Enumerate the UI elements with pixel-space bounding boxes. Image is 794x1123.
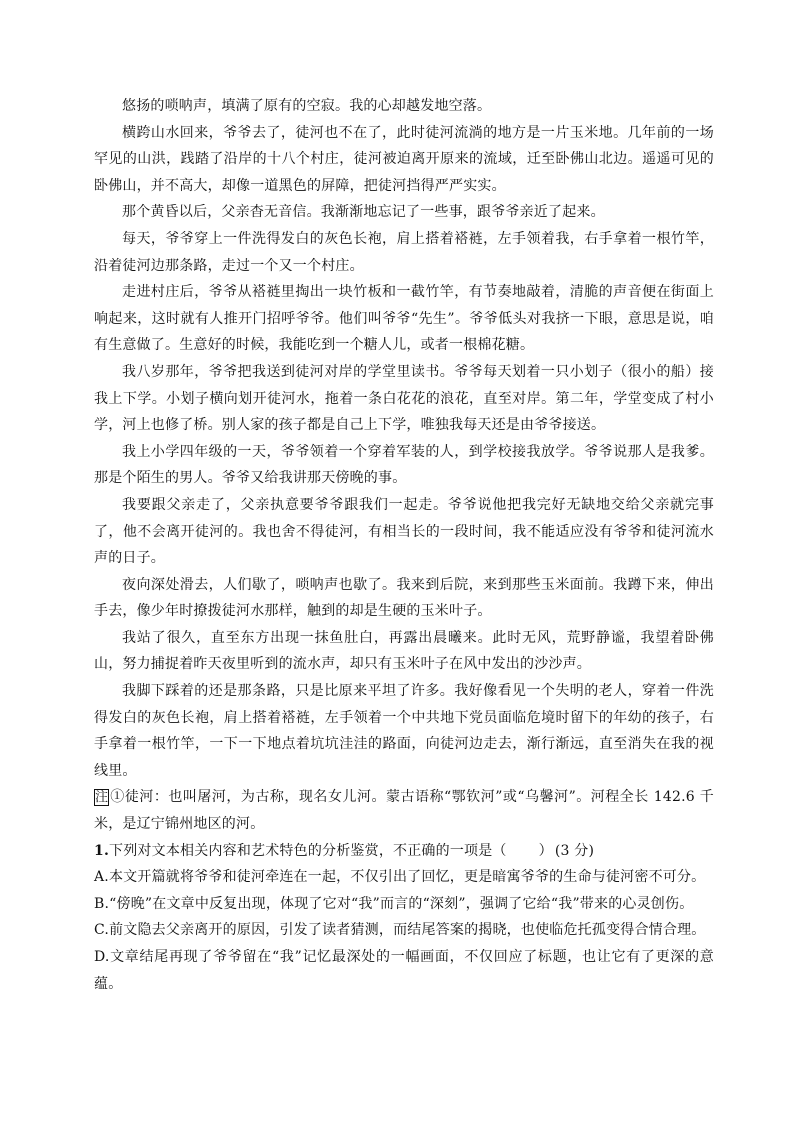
question-stem: [94, 838, 714, 865]
option-b: [94, 891, 714, 918]
option-text: 前文隐去父亲离开的原因，引发了读者猜测，而结尾答案的揭晓，也使临危托孤变得合情合理。: [109, 922, 706, 939]
option-label: A.: [94, 869, 109, 886]
footnote-text: ①徒河：也叫屠河，为古称，现名女儿河。蒙古语称“鄂钦河”或“乌馨河”。河程全长 142.6 千米，是辽宁锦州地区的河。: [94, 789, 714, 833]
option-text: “傍晚”在文章中反复出现，体现了它对“我”而言的“深刻”，强调了它给“我”带来的心灵创伤。: [109, 895, 694, 912]
option-c: [94, 917, 714, 944]
footnote: [94, 784, 714, 837]
paragraph-11: 我脚下踩着的还是那条路，只是比原来平坦了许多。我好像看见一个失明的老人，穿着一件洗得发白的灰色长袍，肩上搭着褡裢，左手领着一个中共地下党员面临危境时留下的年幼的孩子，右手拿着一根竹竿，一下一下地点着坑坑洼洼的路面，向徒河边走去，渐行渐远，直至消失在我的视线里。: [94, 683, 714, 779]
paragraph-8: 我要跟父亲走了，父亲执意要爷爷跟我们一起走。爷爷说他把我完好无缺地交给父亲就完事了，他不会离开徒河的。我也舍不得徒河，有相当长的一段时间，我不能适应没有爷爷和徒河流水声的日子。: [94, 496, 714, 567]
document-body: [94, 93, 714, 997]
option-text: 文章结尾再现了爷爷留在“我”记忆最深处的一幅画面，不仅回应了标题，也让它有了更深的意蕴。: [94, 949, 714, 992]
paragraph-7: 我上小学四年级的一天，爷爷领着一个穿着军装的人，到学校接我放学。爷爷说那人是我爹。那是个陌生的男人。爷爷又给我讲那天傍晚的事。: [94, 443, 714, 487]
option-text: 本文开篇就将爷爷和徒河牵连在一起，不仅引出了回忆，更是暗寓爷爷的生命与徒河密不可分。: [108, 869, 706, 886]
paragraph-1: 悠扬的唢呐声，填满了原有的空寂。我的心却越发地空落。: [122, 98, 492, 114]
question-score: (3 分): [554, 842, 595, 859]
question-number: 1.: [94, 842, 110, 859]
option-label: D.: [94, 949, 110, 965]
paragraph-9: 夜向深处滑去，人们歇了，唢呐声也歇了。我来到后院，来到那些玉米面前。我蹲下来，伸出手去，像少年时撩拨徒河水那样，触到的却是生硬的玉米叶子。: [94, 576, 714, 620]
paragraph-4: 每天，爷爷穿上一件洗得发白的灰色长袍，肩上搭着褡裢，左手领着我，右手拿着一根竹竿，沿着徒河边那条路，走过一个又一个村庄。: [94, 230, 714, 274]
footnote-mark: 注: [95, 790, 109, 806]
paragraph-2: 横跨山水回来，爷爷去了，徒河也不在了，此时徒河流淌的地方是一片玉米地。几年前的一场罕见的山洪，践踏了沿岸的十八个村庄，徒河被迫离开原来的流域，迁至卧佛山北边。遥遥可见的卧佛山，并不高大，却像一道黑色的屏障，把徒河挡得严严实实。: [94, 124, 714, 194]
question-text-after: ）: [538, 842, 553, 859]
option-label: B.: [94, 895, 110, 912]
paragraph-6: 我八岁那年，爷爷把我送到徒河对岸的学堂里读书。爷爷每天划着一只小划子（很小的船）接我上下学。小划子横向划开徒河水，拖着一条白花花的浪花，直至对岸。第二年，学堂变成了村小学，河上也修了桥。别人家的孩子都是自己上下学，唯独我每天还是由爷爷接送。: [94, 363, 714, 434]
question-text-before: 下列对文本相关内容和艺术特色的分析鉴赏，不正确的一项是（: [109, 842, 507, 859]
paragraph-3: 那个黄昏以后，父亲杳无音信。我渐渐地忘记了一些事，跟爷爷亲近了起来。: [122, 204, 605, 221]
option-a: [94, 864, 714, 891]
paragraph-5: 走进村庄后，爷爷从褡裢里掏出一块竹板和一截竹竿，有节奏地敲着，清脆的声音便在街面上响起来，这时就有人推开门招呼爷爷。他们叫爷爷“先生”。爷爷低头对我挤一下眼，意思是说，咱有生意做了。生意好的时候，我能吃到一个糖人儿，或者一根棉花糖。: [94, 284, 714, 354]
paragraph-10: 我站了很久，直至东方出现一抹鱼肚白，再露出晨曦来。此时无风，荒野静谧，我望着卧佛山，努力捕捉着昨天夜里听到的流水声，却只有玉米叶子在风中发出的沙沙声。: [94, 629, 714, 673]
option-d: [94, 944, 714, 997]
option-label: C.: [94, 922, 110, 939]
